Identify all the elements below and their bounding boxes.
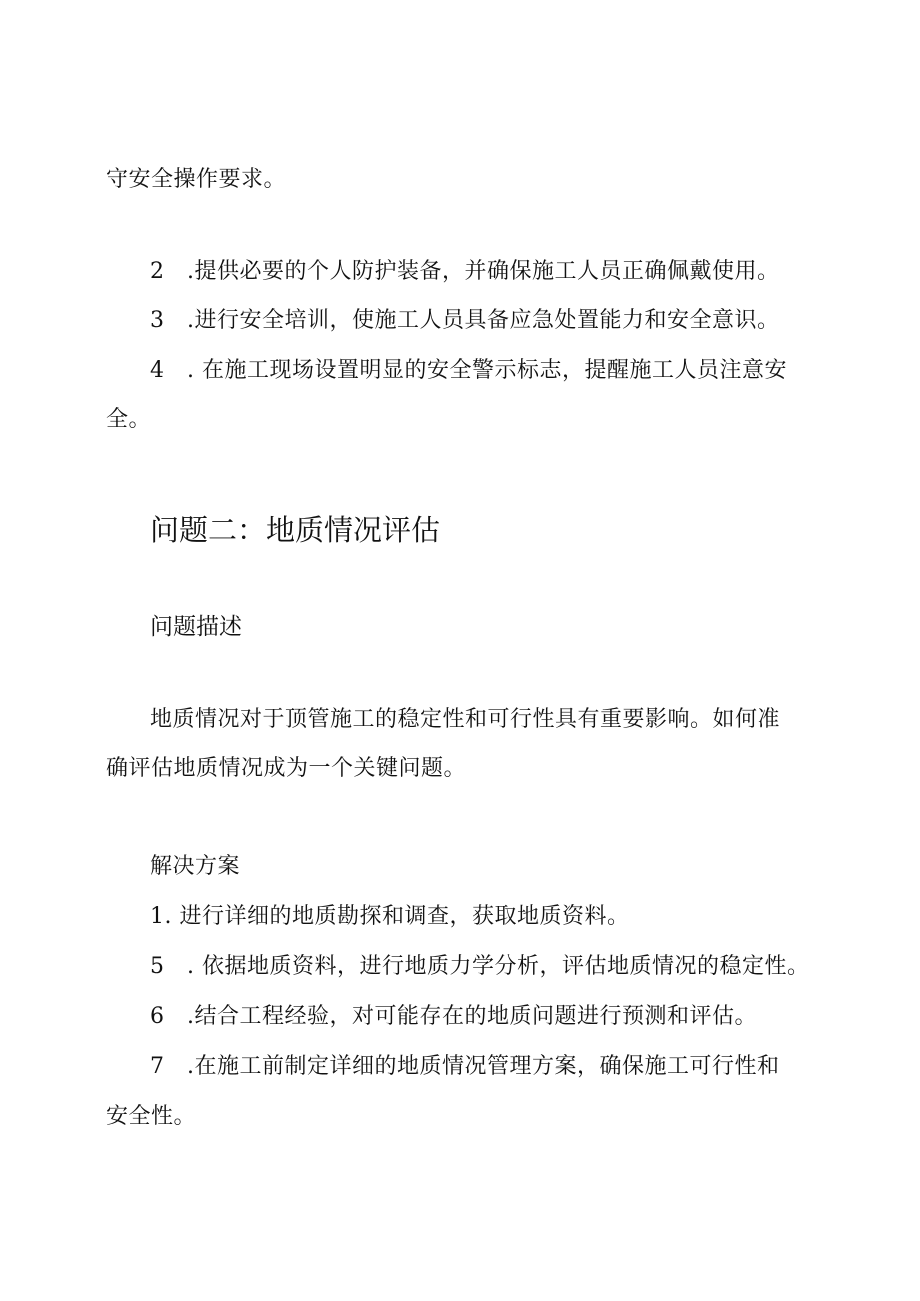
solution-item-7: 7 .在施工前制定详细的地质情况管理方案，确保施工可行性和 bbox=[150, 1054, 780, 1079]
description-heading: 问题描述 bbox=[150, 614, 242, 640]
safety-item-4: 4 . 在施工现场设置明显的安全警示标志，提醒施工人员注意安 bbox=[150, 358, 787, 383]
solution-item-7-tail: 安全性。 bbox=[106, 1104, 197, 1129]
description-line-2: 确评估地质情况成为一个关键问题。 bbox=[106, 756, 467, 781]
solution-heading: 解决方案 bbox=[150, 854, 241, 879]
section-title: 问题二：地质情况评估 bbox=[150, 513, 441, 547]
safety-item-4-tail: 全。 bbox=[106, 407, 152, 432]
safety-item-2: 2 .提供必要的个人防护装备，并确保施工人员正确佩戴使用。 bbox=[150, 259, 780, 284]
section1-continuation: 守安全操作要求。 bbox=[106, 167, 287, 192]
solution-item-6: 6 .结合工程经验，对可能存在的地质问题进行预测和评估。 bbox=[150, 1004, 757, 1029]
solution-item-1: 1. 进行详细的地质勘探和调查，获取地质资料。 bbox=[150, 904, 630, 929]
description-line-1: 地质情况对于顶管施工的稳定性和可行性具有重要影响。如何准 bbox=[150, 707, 781, 732]
solution-item-5: 5 . 依据地质资料，进行地质力学分析，评估地质情况的稳定性。 bbox=[150, 954, 810, 979]
safety-item-3: 3 .进行安全培训，使施工人员具备应急处置能力和安全意识。 bbox=[150, 308, 780, 333]
